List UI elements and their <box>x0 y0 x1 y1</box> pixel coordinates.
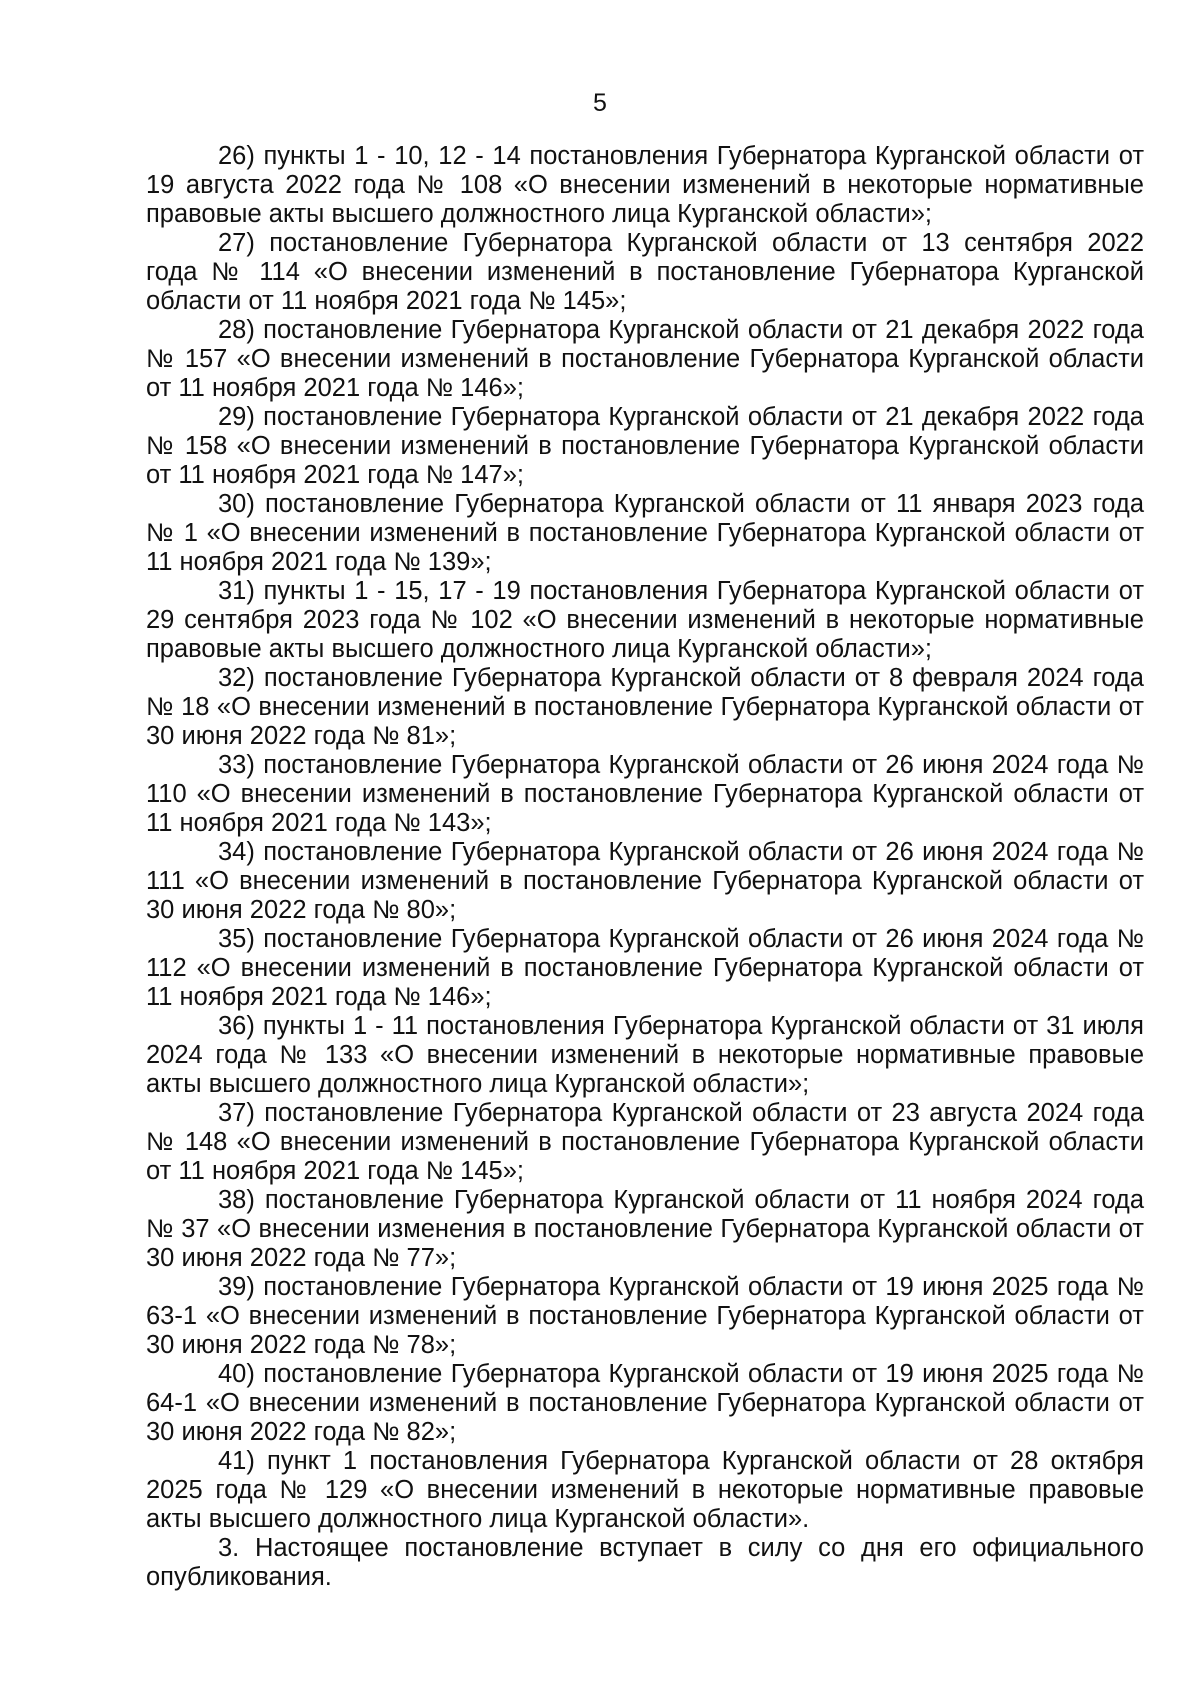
list-item-38: 38) постановление Губернатора Курганской области от 11 ноября 2024 года № 37 «О внесении изменения в постановление Губернатора Курганской области от 30 июня 2022 года № 77»; <box>146 1186 1144 1272</box>
list-item-32: 32) постановление Губернатора Курганской области от 8 февраля 2024 года № 18 «О внесении изменений в постановление Губернатора Курганской области от 30 июня 2022 года № 81»; <box>146 664 1144 750</box>
list-item-40: 40) постановление Губернатора Курганской области от 19 июня 2025 года № 64-1 «О внесении изменений в постановление Губернатора Курганской области от 30 июня 2022 года № 82»; <box>146 1360 1144 1446</box>
list-item-36: 36) пункты 1 - 11 постановления Губернатора Курганской области от 31 июля 2024 года № 133 «О внесении изменений в некоторые нормативные правовые акты высшего должностного лица Курганской области»; <box>146 1012 1144 1098</box>
list-item-29: 29) постановление Губернатора Курганской области от 21 декабря 2022 года № 158 «О внесении изменений в постановление Губернатора Курганской области от 11 ноября 2021 года № 147»; <box>146 403 1144 489</box>
page-number: 5 <box>593 89 607 117</box>
list-item-35: 35) постановление Губернатора Курганской области от 26 июня 2024 года № 112 «О внесении изменений в постановление Губернатора Курганской области от 11 ноября 2021 года № 146»; <box>146 925 1144 1011</box>
list-item-39: 39) постановление Губернатора Курганской области от 19 июня 2025 года № 63-1 «О внесении изменений в постановление Губернатора Курганской области от 30 июня 2022 года № 78»; <box>146 1273 1144 1359</box>
list-item-26: 26) пункты 1 - 10, 12 - 14 постановления Губернатора Курганской области от 19 августа 2022 года № 108 «О внесении изменений в некоторые нормативные правовые акты высшего должностного лица Курганской области»; <box>146 142 1144 228</box>
list-item-41: 41) пункт 1 постановления Губернатора Курганской области от 28 октября 2025 года № 129 «О внесении изменений в некоторые нормативные правовые акты высшего должностного лица Курганской области». <box>146 1447 1144 1533</box>
list-item-37: 37) постановление Губернатора Курганской области от 23 августа 2024 года № 148 «О внесении изменений в постановление Губернатора Курганской области от 11 ноября 2021 года № 145»; <box>146 1099 1144 1185</box>
list-item-34: 34) постановление Губернатора Курганской области от 26 июня 2024 года № 111 «О внесении изменений в постановление Губернатора Курганской области от 30 июня 2022 года № 80»; <box>146 838 1144 924</box>
list-item-27: 27) постановление Губернатора Курганской области от 13 сентября 2022 года № 114 «О внесении изменений в постановление Губернатора Курганской области от 11 ноября 2021 года № 145»; <box>146 229 1144 315</box>
list-item-31: 31) пункты 1 - 15, 17 - 19 постановления Губернатора Курганской области от 29 сентября 2023 года № 102 «О внесении изменений в некоторые нормативные правовые акты высшего должностного лица Курганской области»; <box>146 577 1144 663</box>
list-item-33: 33) постановление Губернатора Курганской области от 26 июня 2024 года № 110 «О внесении изменений в постановление Губернатора Курганской области от 11 ноября 2021 года № 143»; <box>146 751 1144 837</box>
list-item-28: 28) постановление Губернатора Курганской области от 21 декабря 2022 года № 157 «О внесении изменений в постановление Губернатора Курганской области от 11 ноября 2021 года № 146»; <box>146 316 1144 402</box>
document-body <box>146 142 1144 1592</box>
effective-date-clause: 3. Настоящее постановление вступает в силу со дня его официального опубликования. <box>146 1534 1144 1591</box>
list-item-30: 30) постановление Губернатора Курганской области от 11 января 2023 года № 1 «О внесении изменений в постановление Губернатора Курганской области от 11 ноября 2021 года № 139»; <box>146 490 1144 576</box>
